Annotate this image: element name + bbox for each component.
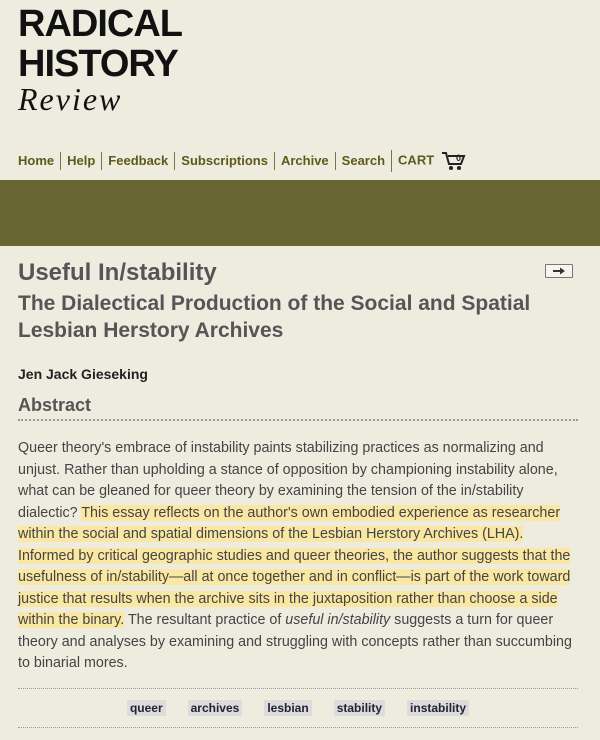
nav-feedback[interactable]: Feedback bbox=[101, 152, 174, 170]
logo-line-radical: RADICAL bbox=[18, 3, 182, 45]
keyword-archives[interactable]: archives bbox=[188, 700, 243, 716]
article-author[interactable]: Jen Jack Gieseking bbox=[18, 366, 148, 382]
keyword-lesbian[interactable]: lesbian bbox=[264, 700, 311, 716]
next-article-button[interactable] bbox=[545, 264, 573, 278]
abstract-highlighted-text: This essay reflects on the author's own embodied experience as researcher within the social and spatial dimensions of the Lesbian Herstory Archives (LHA). Informed by critical geographic studies and queer theories, the author suggests that the usefulness of in/stability—all at once together and in conflict—is part of the work toward justice that results when the archive sits in the juxtaposition rather than choose a side within the binary. bbox=[18, 504, 571, 628]
main-nav bbox=[18, 150, 473, 172]
journal-logo[interactable] bbox=[18, 4, 182, 116]
logo-line-review: Review bbox=[18, 81, 123, 117]
abstract-text-start: Queer theory's embrace of instability paints stabilizing practices as normalizing and unjust. Rather than upholding a stance of opposition by championing instability alone, what can be gleaned for queer theory by examining the tension of the in/stability dialectic? bbox=[18, 440, 558, 521]
article-subtitle: The Dialectical Production of the Social and Spatial Lesbian Herstory Archives bbox=[18, 292, 531, 342]
nav-cart[interactable] bbox=[391, 150, 473, 172]
arrow-right-icon bbox=[552, 267, 566, 275]
nav-archive[interactable]: Archive bbox=[274, 152, 335, 170]
cart-icon[interactable] bbox=[441, 150, 467, 172]
logo-line-history: HISTORY bbox=[18, 43, 178, 85]
keyword-stability[interactable]: stability bbox=[334, 700, 385, 716]
abstract-heading: Abstract bbox=[18, 395, 578, 421]
nav-home[interactable]: Home bbox=[18, 153, 55, 168]
abstract-text-middle: The resultant practice of bbox=[124, 612, 286, 628]
abstract-text-end: suggests a turn for queer theory and analyses by examining and struggling with concepts rather than succumbing to binarial mores. bbox=[18, 612, 572, 671]
keyword-instability[interactable]: instability bbox=[407, 700, 469, 716]
keywords-list bbox=[18, 688, 578, 728]
article-title-block bbox=[18, 258, 578, 344]
nav-help[interactable]: Help bbox=[60, 152, 101, 170]
header-band bbox=[0, 180, 600, 246]
nav-subscriptions[interactable]: Subscriptions bbox=[174, 152, 274, 170]
nav-search[interactable]: Search bbox=[335, 152, 391, 170]
keyword-queer[interactable]: queer bbox=[127, 700, 166, 716]
article-title: Useful In/stability bbox=[18, 259, 217, 286]
abstract-italic-term: useful in/stability bbox=[285, 612, 391, 628]
cart-count: 0 bbox=[455, 153, 461, 163]
nav-cart-label: CART bbox=[398, 152, 435, 168]
abstract-text bbox=[18, 438, 583, 675]
